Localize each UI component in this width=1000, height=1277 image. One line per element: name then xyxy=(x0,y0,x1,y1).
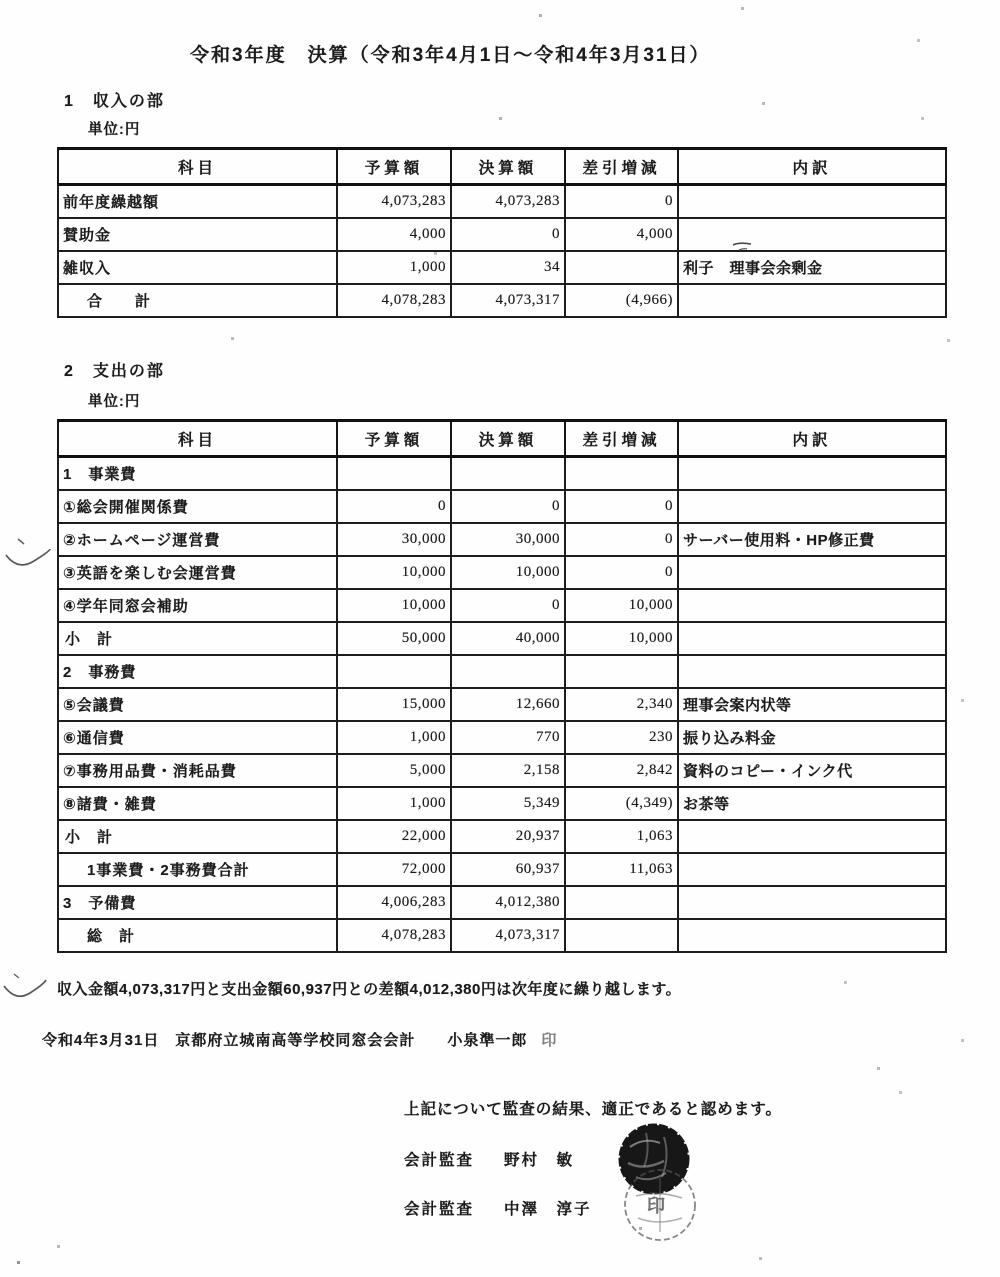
table-row xyxy=(58,622,946,655)
income-header-row xyxy=(58,149,946,185)
table-cell: ①総会開催関係費 xyxy=(58,490,337,523)
income-section-heading: 1 収入の部 xyxy=(64,93,165,110)
table-cell: 理事会案内状等 xyxy=(678,688,946,721)
seal-mark: 印 xyxy=(541,1032,558,1049)
table-cell: 10,000 xyxy=(451,556,565,589)
section-row xyxy=(58,655,946,688)
table-row xyxy=(58,787,946,820)
table-cell xyxy=(678,622,946,655)
column-header: 決算額 xyxy=(451,149,565,185)
table-row xyxy=(58,251,946,284)
table-cell: 資料のコピー・インク代 xyxy=(678,754,946,787)
table-cell: 5,349 xyxy=(451,787,565,820)
section-row xyxy=(58,457,946,491)
table-cell xyxy=(678,589,946,622)
table-row xyxy=(58,589,946,622)
table-cell: 10,000 xyxy=(565,622,678,655)
table-cell: 22,000 xyxy=(337,820,451,853)
table-row xyxy=(58,556,946,589)
table-cell xyxy=(451,457,565,491)
table-cell: 0 xyxy=(565,490,678,523)
table-row xyxy=(58,284,946,317)
table-cell: 前年度繰越額 xyxy=(58,185,337,219)
expense-table xyxy=(57,419,947,953)
table-cell: 振り込み料金 xyxy=(678,721,946,754)
table-cell: 2 事務費 xyxy=(58,655,337,688)
table-cell: 2,158 xyxy=(451,754,565,787)
table-cell: ⑥通信費 xyxy=(58,721,337,754)
auditor-name: 中澤 淳子 xyxy=(504,1201,592,1218)
table-cell: 0 xyxy=(337,490,451,523)
table-cell xyxy=(337,655,451,688)
column-header: 差引増減 xyxy=(565,149,678,185)
table-cell xyxy=(678,185,946,219)
table-cell: 4,073,317 xyxy=(451,919,565,952)
table-cell: 0 xyxy=(565,185,678,219)
column-header: 決算額 xyxy=(451,421,565,457)
table-cell: 230 xyxy=(565,721,678,754)
stamp-seal-character: 印 xyxy=(647,1196,665,1216)
date-signature-text: 令和4年3月31日 京都府立城南高等学校同窓会会計 小泉準一郎 xyxy=(42,1032,528,1049)
table-row xyxy=(58,919,946,952)
table-cell: 小 計 xyxy=(58,622,337,655)
table-row xyxy=(58,886,946,919)
table-cell: 0 xyxy=(451,490,565,523)
table-cell: 72,000 xyxy=(337,853,451,886)
table-cell: 11,063 xyxy=(565,853,678,886)
table-cell: 合 計 xyxy=(58,284,337,317)
auditor-role: 会計監査 xyxy=(404,1152,475,1169)
table-cell: 4,006,283 xyxy=(337,886,451,919)
table-cell: 利子 理事会余剰金 xyxy=(678,251,946,284)
table-cell: 2,340 xyxy=(565,688,678,721)
column-header: 科目 xyxy=(58,421,337,457)
table-row xyxy=(58,853,946,886)
table-cell xyxy=(565,886,678,919)
pen-squiggle-mark xyxy=(2,533,62,578)
pen-dash-mark xyxy=(730,240,756,254)
table-cell xyxy=(678,820,946,853)
auditor-role: 会計監査 xyxy=(404,1201,475,1218)
table-cell xyxy=(678,490,946,523)
table-cell: 12,660 xyxy=(451,688,565,721)
table-cell: 10,000 xyxy=(565,589,678,622)
table-cell: (4,966) xyxy=(565,284,678,317)
table-cell: 小 計 xyxy=(58,820,337,853)
table-cell: 5,000 xyxy=(337,754,451,787)
table-cell: サーバー使用料・HP修正費 xyxy=(678,523,946,556)
table-cell xyxy=(337,457,451,491)
table-cell: 1,000 xyxy=(337,787,451,820)
table-cell xyxy=(565,251,678,284)
table-cell: 4,078,283 xyxy=(337,284,451,317)
table-cell: 10,000 xyxy=(337,556,451,589)
table-cell: 2,842 xyxy=(565,754,678,787)
income-table xyxy=(57,147,947,318)
table-cell: 0 xyxy=(565,523,678,556)
table-row xyxy=(58,523,946,556)
table-cell: 30,000 xyxy=(337,523,451,556)
column-header: 予算額 xyxy=(337,421,451,457)
table-cell: 総 計 xyxy=(58,919,337,952)
column-header: 科目 xyxy=(58,149,337,185)
table-cell xyxy=(565,655,678,688)
table-cell: (4,349) xyxy=(565,787,678,820)
table-cell: 0 xyxy=(565,556,678,589)
table-cell: 10,000 xyxy=(337,589,451,622)
table-cell xyxy=(678,556,946,589)
column-header: 内訳 xyxy=(678,149,946,185)
table-row xyxy=(58,721,946,754)
table-cell: 1 事業費 xyxy=(58,457,337,491)
table-cell: ⑧諸費・雑費 xyxy=(58,787,337,820)
pen-squiggle-mark xyxy=(0,966,60,1011)
table-cell: ⑦事務用品費・消耗品費 xyxy=(58,754,337,787)
table-cell xyxy=(565,457,678,491)
table-cell: 40,000 xyxy=(451,622,565,655)
table-cell xyxy=(678,457,946,491)
scan-noise xyxy=(0,0,1,1)
document-title: 令和3年度 決算（令和3年4月1日～令和4年3月31日） xyxy=(190,45,711,66)
table-cell: 1,000 xyxy=(337,251,451,284)
table-cell xyxy=(451,655,565,688)
expense-header-row xyxy=(58,421,946,457)
table-cell: 4,000 xyxy=(337,218,451,251)
table-cell: 1,063 xyxy=(565,820,678,853)
table-cell xyxy=(678,655,946,688)
table-cell xyxy=(678,886,946,919)
auditor-name: 野村 敏 xyxy=(504,1152,575,1169)
table-cell: 1,000 xyxy=(337,721,451,754)
table-cell: 雑収入 xyxy=(58,251,337,284)
table-row xyxy=(58,218,946,251)
table-cell: 4,012,380 xyxy=(451,886,565,919)
table-cell: 0 xyxy=(451,218,565,251)
expense-unit-label: 単位:円 xyxy=(88,394,141,410)
table-cell: 50,000 xyxy=(337,622,451,655)
column-header: 差引増減 xyxy=(565,421,678,457)
table-cell: 34 xyxy=(451,251,565,284)
table-cell: 770 xyxy=(451,721,565,754)
table-cell: 1事業費・2事務費合計 xyxy=(58,853,337,886)
table-cell: 4,000 xyxy=(565,218,678,251)
column-header: 予算額 xyxy=(337,149,451,185)
income-unit-label: 単位:円 xyxy=(88,122,141,138)
table-cell: 賛助金 xyxy=(58,218,337,251)
table-cell xyxy=(678,284,946,317)
hanko-stamp-faint xyxy=(620,1166,700,1246)
table-cell: 4,073,283 xyxy=(337,185,451,219)
table-cell: ④学年同窓会補助 xyxy=(58,589,337,622)
table-cell xyxy=(678,919,946,952)
table-row xyxy=(58,688,946,721)
table-cell: 4,078,283 xyxy=(337,919,451,952)
table-cell: お茶等 xyxy=(678,787,946,820)
table-cell: 20,937 xyxy=(451,820,565,853)
expense-section-heading: 2 支出の部 xyxy=(64,363,165,380)
auditor-line-1 xyxy=(404,1148,574,1170)
date-signature-line xyxy=(42,1029,557,1050)
table-cell: 3 予備費 xyxy=(58,886,337,919)
table-row xyxy=(58,754,946,787)
table-cell xyxy=(678,853,946,886)
table-cell: 4,073,317 xyxy=(451,284,565,317)
table-cell xyxy=(678,218,946,251)
table-row xyxy=(58,820,946,853)
table-cell: ⑤会議費 xyxy=(58,688,337,721)
audit-statement: 上記について監査の結果、適正であると認めます。 xyxy=(404,1101,782,1118)
table-cell: 4,073,283 xyxy=(451,185,565,219)
table-cell: 30,000 xyxy=(451,523,565,556)
auditor-line-2 xyxy=(404,1197,592,1219)
table-row xyxy=(58,185,946,219)
table-cell: 15,000 xyxy=(337,688,451,721)
table-cell: 60,937 xyxy=(451,853,565,886)
table-cell: ③英語を楽しむ会運営費 xyxy=(58,556,337,589)
table-row xyxy=(58,490,946,523)
table-cell: ②ホームページ運営費 xyxy=(58,523,337,556)
carryover-note: 収入金額4,073,317円と支出金額60,937円との差額4,012,380円は次年度に繰り越します。 xyxy=(57,981,682,998)
table-cell xyxy=(565,919,678,952)
table-cell: 0 xyxy=(451,589,565,622)
column-header: 内訳 xyxy=(678,421,946,457)
